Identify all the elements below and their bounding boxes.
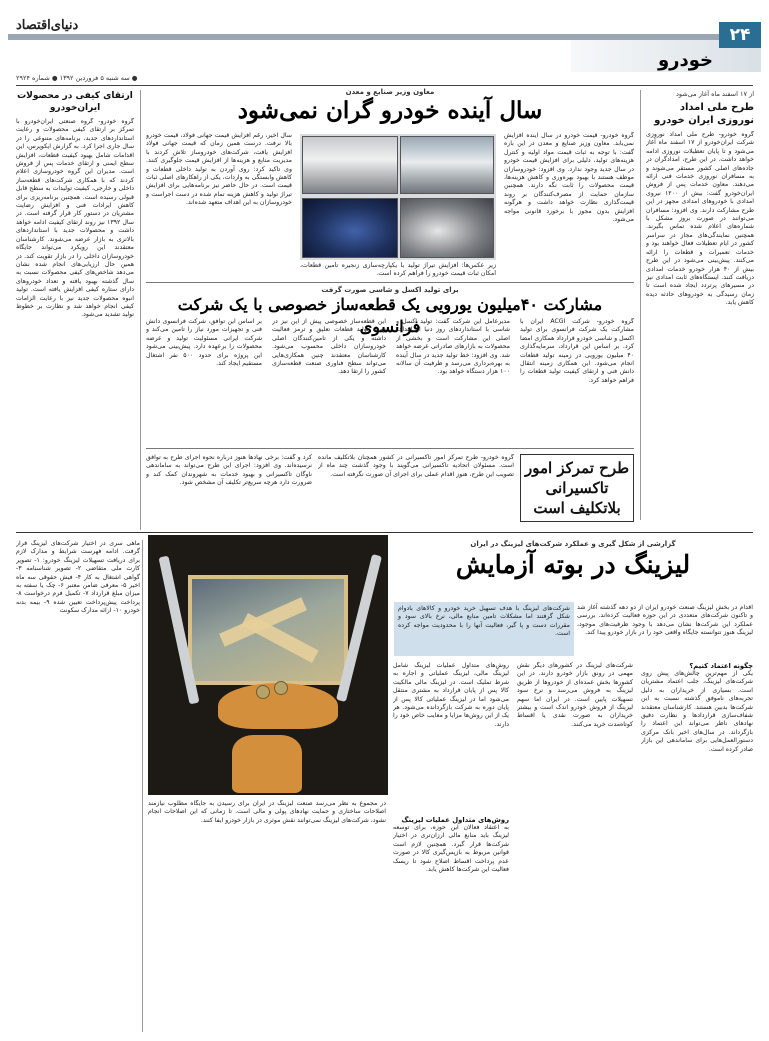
left-column-body: گروه خودرو- گروه صنعتی ایران‌خودرو با تمرکز بر ارتقای کیفی محصولات و رعایت استانداردهای جدید، برنامه‌های متنوعی را در سال جاری اجرا کرد. به گزارش ایکوپرس، این اقدامات شامل بهبود کیفیت قطعات، افزایش سطح ایمنی و ارتقای خدمات پس از فروش است. مدیران این گروه خودروسازی اعلام کردند که با همکاری شرکت‌های قطعه‌ساز داخلی و خارجی، کیفیت تولیدات به سطح قابل قبولی رسیده است. همچنین برنامه‌ریزی برای کاهش ایرادات فنی و افزایش رضایت مشتریان در دستور کار قرار گرفته است. در سال ۱۳۹۲ نیز روند ارتقای کیفیت ادامه خواهد داشت و محصولات جدید با استانداردهای بالاتری به بازار عرضه می‌شوند. کارشناسان معتقدند این رویکرد می‌تواند جایگاه خودروسازان داخلی را در بازار تقویت کند. در همین حال ارزیابی‌های انجام شده نشان می‌دهد شاخص‌های کیفی محصولات نسبت به سال گذشته بهبود یافته و تعداد خودروهای دارای ستاره کیفی افزایش یافته است. تولید انبوه محصولات جدید نیز با رعایت الزامات کیفی انجام خواهد شد و نظارت بر خطوط تولید تشدید می‌شود. — [16, 118, 134, 319]
leasing-column — [393, 662, 509, 1032]
middle-story-body: گروه خودرو- شرکت ACGI ایران با مشارکت یک شرکت فرانسوی برای تولید اکسل و شاسی خودرو قرارداد همکاری امضا کرد. بر اساس این قرارداد، سرمایه‌گذاری ۴۰ میلیون یورویی در زمینه تولید قطعات انجام می‌شود. این همکاری زمینه انتقال دانش فنی و ارتقای کیفیت تولید قطعات را فراهم خواهد کرد. — [520, 318, 634, 384]
leasing-subhead: روش‌های متداول عملیات لیزینگ — [401, 816, 509, 824]
leasing-body: در مجموع به نظر می‌رسد صنعت لیزینگ در ایران برای رسیدن به جایگاه مطلوب نیازمند اصلاحات ساختاری و حمایت نهادهای پولی و مالی است. تا زمانی که این اصلاحات انجام نشود، شرکت‌های لیزینگ نمی‌توانند نقش موثری در بازار خودرو ایفا کنند. — [148, 800, 386, 824]
right-sidebar — [646, 90, 754, 520]
coin-shape — [274, 681, 288, 695]
coin-shape — [256, 685, 270, 699]
leasing-requirements-list: ماهی سری در اختیار شرکت‌های لیزینگ قرار گرفت. ادامه فهرست شرایط و مدارک لازم برای دریافت تسهیلات لیزینگ خودرو: ۱- تصویر کارت ملی متقاضی ۲- تصویر شناسنامه ۳- گواهی اشتغال به کار ۴- فیش حقوقی سه ماه اخیر ۵- معرفی ضامن معتبر ۶- چک یا سفته به میزان مبلغ قرارداد ۷- تکمیل فرم درخواست ۸- پرداخت پیش‌پرداخت تعیین شده ۹- بیمه بدنه خودرو ۱۰- ارائه مدارک سکونت — [16, 540, 140, 615]
car-photo — [302, 198, 398, 258]
leasing-body: یکی از مهم‌ترین چالش‌های پیش روی شرکت‌های لیزینگ، جلب اعتماد مشتریان است. بسیاری از خریداران به دلیل تجربه‌های ناموفق گذشته نسبت به این شرکت‌ها بدبین هستند. کارشناسان معتقدند شفاف‌سازی قراردادها و نظارت دقیق نهادهای ناظر می‌تواند این اعتماد را بازگرداند. در سال‌های اخیر بانک مرکزی دستورالعمل‌هایی برای ساماندهی این بازار صادر کرده است. — [641, 670, 753, 753]
taxi-story — [146, 452, 634, 526]
top-story-body-left: سال اخیر، رغم افزایش قیمت جهانی فولاد، قیمت خودرو بالا نرفت. درست همین زمان که قیمت جهانی فولاد افزایش یافت، شرکت‌های خودروساز تلاش کردند با مدیریت منابع و هزینه‌ها از افزایش قیمت جلوگیری کنند. وی تاکید کرد: روی آوردن به تولید داخلی قطعات و کاهش وابستگی به واردات، یکی از راهکارهای اصلی ثبات قیمت است. در حال حاضر نیز برنامه‌هایی برای افزایش تیراژ تولید و کاهش هزینه تمام شده در دست اجراست و خودروسازان به این اهداف متعهد شده‌اند. — [146, 132, 292, 207]
top-story-kicker: معاون وزیر صنایع و معدن — [345, 88, 435, 96]
right-sidebar-kicker: از ۱۷ اسفند ماه آغاز می‌شود — [676, 90, 754, 98]
leasing-illustration — [148, 535, 388, 735]
top-story-body-right: گروه خودرو- قیمت خودرو در سال آینده افزایش نمی‌یابد. معاون وزیر صنایع و معدن در این باره گفت: با توجه به ثبات قیمت مواد اولیه و کنترل هزینه‌های تولید، دلیلی برای افزایش قیمت خودرو در سال جدید وجود ندارد. وی افزود: خودروسازان موظف هستند با بهبود بهره‌وری و کاهش هزینه‌ها، قیمت محصولات را ثابت نگه دارند. همچنین سازمان حمایت از مصرف‌کنندگان بر روند قیمت‌گذاری نظارت خواهد داشت و هرگونه افزایش بدون مجوز با برخورد قانونی مواجه می‌شود. — [504, 132, 634, 224]
leasing-headline: لیزینگ در بوته آزمایش — [455, 550, 691, 579]
column-rule — [140, 90, 141, 530]
taxi-headline: طرح تمرکز امور تاکسیرانی بلاتکلیف است — [524, 459, 630, 517]
column-rule — [640, 90, 641, 520]
illustration-base — [148, 735, 388, 795]
car-photo-grid — [300, 134, 496, 260]
right-sidebar-headline: طرح ملی امداد نوروزی ایران خودرو — [654, 102, 754, 126]
leasing-info-text: شرکت‌های لیزینگ با هدف تسهیل خرید خودرو و کالاهای بادوام شکل گرفتند اما مشکلات تامین منابع مالی، نرخ بالای سود و مقررات دست و پا گیر، فعالیت آنها را با محدودیت مواجه کرده است. — [398, 605, 570, 638]
left-column — [16, 90, 134, 530]
car-photo — [302, 136, 398, 194]
leasing-intro: اقدام در بخش لیزینگ صنعت خودرو ایران از دو دهه گذشته آغاز شد و تاکنون شرکت‌های متعددی در این حوزه فعالیت کرده‌اند. بررسی عملکرد این شرکت‌ها نشان می‌دهد با وجود ظرفیت‌های موجود، لیزینگ هنوز نتوانسته جایگاه واقعی خود را در بازار خودرو پیدا کند. — [577, 604, 753, 637]
section-divider — [146, 448, 634, 449]
middle-story-body: مدیرعامل این شرکت گفت: تولید اکسل و شاسی با استانداردهای روز دنیا از اهداف اصلی این مشارکت است و بخشی از محصولات به بازارهای صادراتی عرضه خواهد شد. وی افزود: خط تولید جدید در سال آینده به بهره‌برداری می‌رسد و ظرفیت آن سالانه ۱۰۰ هزار دستگاه خواهد بود. — [396, 318, 510, 376]
left-column-heading: ارتقای کیفی در محصولات ایران‌خودرو — [17, 91, 133, 113]
dateline: ● سه شنبه ۵ فروردین ۱۳۹۲ ● شماره ۲۹۲۴ — [16, 74, 753, 86]
middle-story-body: بر اساس این توافق، شرکت فرانسوی دانش فنی و تجهیزات مورد نیاز را تامین می‌کند و شرکت ایرانی مسئولیت تولید و عرضه محصولات را برعهده دارد. پیش‌بینی می‌شود این پروژه برای حدود ۵۰۰ نفر اشتغال مستقیم ایجاد کند. — [146, 318, 262, 368]
wrist-shape — [232, 735, 302, 793]
taxi-headline-box — [520, 454, 634, 522]
car-photo — [400, 198, 494, 258]
leasing-column — [641, 662, 753, 1032]
page-divider — [16, 532, 753, 533]
car-photo-caption: زیر عکس‌ها: افزایش تیراژ تولید با یکپارچه‌سازی زنجیره تامین قطعات، امکان ثبات قیمت خودرو را فراهم کرده است. — [300, 262, 496, 278]
leasing-header — [394, 540, 752, 600]
section-divider — [146, 282, 634, 283]
column-rule — [142, 540, 143, 1032]
right-sidebar-body: گروه خودرو- طرح ملی امداد نوروزی شرکت ایران‌خودرو از ۱۷ اسفند ماه آغاز می‌شود و تا پایان تعطیلات نوروزی ادامه خواهد داشت. در این طرح، امدادگران در جاده‌های اصلی کشور مستقر می‌شوند و به مسافران نوروزی خدمات فنی ارائه می‌دهند. معاون خدمات پس از فروش ایران‌خودرو گفت: بیش از ۱۲۰۰ نیروی امدادی با خودروهای امدادی مجهز در این طرح مشارکت دارند. وی افزود: مسافران می‌توانند در صورت بروز مشکل با شماره‌های اعلام شده تماس بگیرند. همچنین نمایندگی‌های مجاز در سراسر کشور در ایام تعطیلات فعال خواهند بود و خدمات تعمیرات و قطعات را ارائه می‌کنند. پیش‌بینی می‌شود در این طرح بیش از ۴۰ هزار خودرو خدمات امدادی دریافت کنند. ایستگاه‌های ثابت امدادی نیز در مسیرهای پرتردد ایجاد شده است تا زمان رسیدگی به خودروهای حادثه دیده کاهش یابد. — [646, 131, 754, 307]
leasing-body: به اعتقاد فعالان این حوزه، برای توسعه لیزینگ باید منابع مالی ارزان‌تری در اختیار شرکت‌ها قرار گیرد. همچنین لازم است قوانین مربوط به بازپس‌گیری کالا در صورت عدم پرداخت اقساط اصلاح شود تا ریسک فعالیت این شرکت‌ها کاهش یابد. — [393, 824, 509, 874]
top-story — [146, 88, 634, 278]
top-story-headline: سال آینده خودرو گران نمی‌شود — [237, 97, 543, 124]
taxi-story-body-right: گروه خودرو- طرح تمرکز امور تاکسیرانی در کشور همچنان بلاتکلیف مانده است. مسئولان اتحادیه تاکسیرانی می‌گویند با وجود گذشت چند ماه از تصویب این طرح، هنوز اقدام عملی برای اجرای آن صورت نگرفته است. — [318, 454, 514, 478]
middle-story — [146, 286, 634, 446]
masthead-logo: دنیای‌اقتصاد — [16, 18, 79, 33]
middle-story-body: این قطعه‌ساز خصوصی پیش از این نیز در زمینه تولید قطعات تعلیق و ترمز فعالیت داشته و یکی از تامین‌کنندگان اصلی خودروسازان داخلی محسوب می‌شود. کارشناسان معتقدند چنین همکاری‌هایی می‌تواند سطح فناوری صنعت قطعه‌سازی کشور را ارتقا دهد. — [272, 318, 386, 376]
car-photo — [400, 136, 494, 194]
leasing-body: روش‌های متداول عملیات لیزینگ شامل لیزینگ مالی، لیزینگ عملیاتی و اجاره به شرط تملیک است. در لیزینگ مالی مالکیت کالا پس از پایان قرارداد به مشتری منتقل می‌شود اما در لیزینگ عملیاتی کالا پس از پایان دوره به شرکت بازگردانده می‌شود. هر یک از این روش‌ها مزایا و معایب خاص خود را دارند. — [393, 662, 509, 728]
middle-story-headline: مشارکت ۴۰میلیون یورویی یک قطعه‌ساز خصوصی با یک شرکت فرانسوی — [177, 295, 603, 336]
page-number: ۲۴ — [719, 22, 761, 48]
taxi-story-body-left: کرد و گفت: برخی نهادها هنوز درباره نحوه اجرای طرح به توافق نرسیده‌اند. وی افزود: اجرای این طرح می‌تواند به ساماندهی ناوگان تاکسیرانی و بهبود خدمات به شهروندان کمک کند و ضرورت دارد هرچه سریع‌تر تکلیف آن مشخص شود. — [146, 454, 312, 487]
leasing-subhead: چگونه اعتماد کنیم؟ — [689, 662, 753, 670]
middle-story-kicker: برای تولید اکسل و شاسی صورت گرفت — [321, 286, 459, 294]
section-title: خودرو — [657, 50, 713, 71]
leasing-info-box — [394, 602, 574, 656]
leasing-body: شرکت‌های لیزینگ در کشورهای دیگر نقش مهمی در رونق بازار خودرو دارند. در این کشورها بخش عمده‌ای از خودروها از طریق لیزینگ به فروش می‌رسد و نرخ سود تسهیلات پایین است. در ایران اما سهم لیزینگ از فروش خودرو اندک است و بیشتر خریداران به صورت نقدی یا اقساط کوتاه‌مدت خرید می‌کنند. — [517, 662, 633, 728]
leasing-kicker: گزارشی از شکل گیری و عملکرد شرکت‌های لیزینگ در ایران — [470, 540, 676, 548]
